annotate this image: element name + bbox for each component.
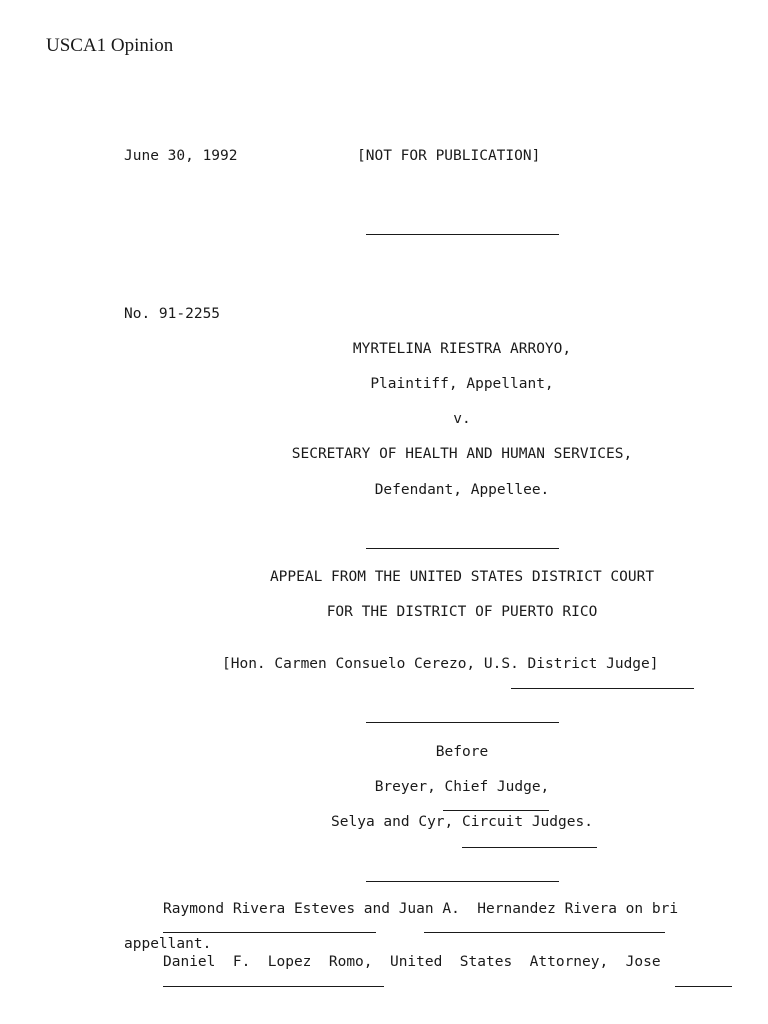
- counsel-appellant-line: Raymond Rivera Esteves and Juan A. Hernandez Rivera on bri: [163, 901, 679, 917]
- counsel-name-underline: [163, 932, 376, 933]
- publication-status: [NOT FOR PUBLICATION]: [357, 148, 541, 164]
- before-heading: Before: [435, 744, 489, 760]
- district-judge: [Hon. Carmen Consuelo Cerezo, U.S. District Judge]: [222, 656, 659, 672]
- appeal-court-line: APPEAL FROM THE UNITED STATES DISTRICT COURT: [269, 569, 655, 585]
- plaintiff-role: Plaintiff, Appellant,: [370, 376, 554, 392]
- counsel-name-underline: [424, 932, 665, 933]
- circuit-judges: Selya and Cyr, Circuit Judges.: [331, 814, 593, 830]
- page-header-title: USCA1 Opinion: [46, 35, 174, 56]
- docket-number: No. 91-2255: [124, 306, 221, 322]
- defendant-name: SECRETARY OF HEALTH AND HUMAN SERVICES,: [291, 446, 633, 462]
- section-divider: [366, 881, 559, 882]
- appeal-district-line: FOR THE DISTRICT OF PUERTO RICO: [326, 604, 598, 620]
- plaintiff-name: MYRTELINA RIESTRA ARROYO,: [352, 341, 572, 357]
- counsel-name-underline: [163, 986, 384, 987]
- defendant-role: Defendant, Appellee.: [374, 482, 550, 498]
- counsel-appellant-continued: appellant.: [124, 936, 212, 952]
- opinion-date: June 30, 1992: [124, 148, 238, 164]
- section-divider: [366, 548, 559, 549]
- circuit-judges-underline: [462, 847, 597, 848]
- section-divider: [366, 722, 559, 723]
- section-divider: [366, 234, 559, 235]
- judge-underline: [511, 688, 694, 689]
- chief-judge: Breyer, Chief Judge,: [374, 779, 550, 795]
- chief-judge-underline: [443, 810, 549, 811]
- counsel-appellee-line: Daniel F. Lopez Romo, United States Attorney, Jose: [163, 954, 661, 970]
- counsel-name-underline: [675, 986, 732, 987]
- versus: v.: [453, 411, 471, 427]
